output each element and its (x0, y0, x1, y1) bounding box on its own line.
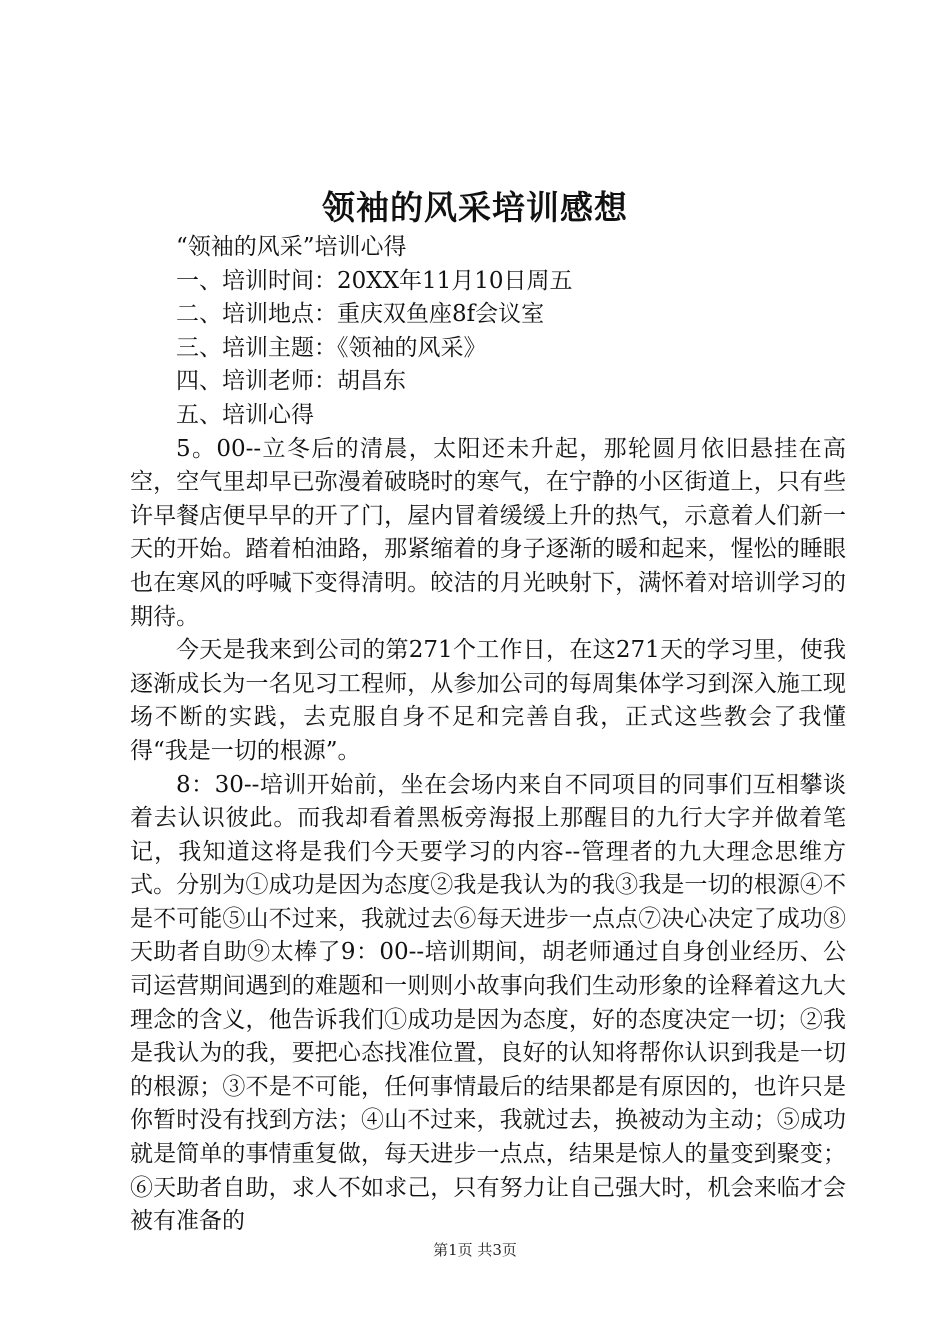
training-teacher-line: 四、培训老师：胡昌东 (176, 368, 406, 395)
body-paragraph: 5。00--立冬后的清晨，太阳还未升起，那轮圆月依旧悬挂在高空，空气里却早已弥漫着破晓时的寒气，在宁静的小区街道上，只有些许早餐店便早早的开了门，屋内冒着缓缓上升的热气，示意着人们新一天的开始。踏着柏油路，那紧缩着的身子逐渐的暖和起来，惺忪的睡眼也在寒风的呼喊下变得清明。皎洁的月光映射下，满怀着对培训学习的期待。 (130, 435, 846, 630)
training-time-line: 一、培训时间：20XX年11月10日周五 (176, 267, 573, 294)
training-topic-line: 三、培训主题：《领袖的风采》 (176, 334, 487, 361)
body-paragraph: 今天是我来到公司的第271个工作日，在这271天的学习里，使我逐渐成长为一名见习工程师，从参加公司的每周集体学习到深入施工现场不断的实践，去克服自身不足和完善自我，正式这些教会了我懂得“我是一切的根源”。 (130, 637, 846, 764)
page-footer: 第1页 共3页 (433, 1241, 517, 1259)
training-reflection-heading: 五、培训心得 (176, 401, 314, 428)
training-location-line: 二、培训地点：重庆双鱼座8f会议室 (176, 301, 545, 328)
document-title: 领袖的风采培训感想 (322, 188, 628, 227)
document-body (130, 231, 846, 1239)
subtitle-paragraph: “领袖的风采”培训心得 (176, 234, 407, 260)
body-paragraph: 8：30--培训开始前，坐在会场内来自不同项目的同事们互相攀谈着去认识彼此。而我却看着黑板旁海报上那醒目的九行大字并做着笔记，我知道这将是我们今天要学习的内容--管理者的九大理念思维方式。分别为①成功是因为态度②我是我认为的我③我是一切的根源④不是不可能⑤山不过来，我就过去⑥每天进步一点点⑦决心决定了成功⑧天助者自助⑨太棒了9：00--培训期间，胡老师通过自身创业经历、公司运营期间遇到的难题和一则则小故事向我们生动形象的诠释着这九大理念的含义，他告诉我们①成功是因为态度，好的态度决定一切；②我是我认为的我，要把心态找准位置，良好的认知将帮你认识到我是一切的根源；③不是不可能，任何事情最后的结果都是有原因的，也许只是你暂时没有找到方法；④山不过来，我就过去，换被动为主动；⑤成功就是简单的事情重复做，每天进步一点点，结果是惊人的量变到聚变；⑥天助者自助，求人不如求己，只有努力让自己强大时，机会来临才会被有准备的 (130, 771, 846, 1235)
